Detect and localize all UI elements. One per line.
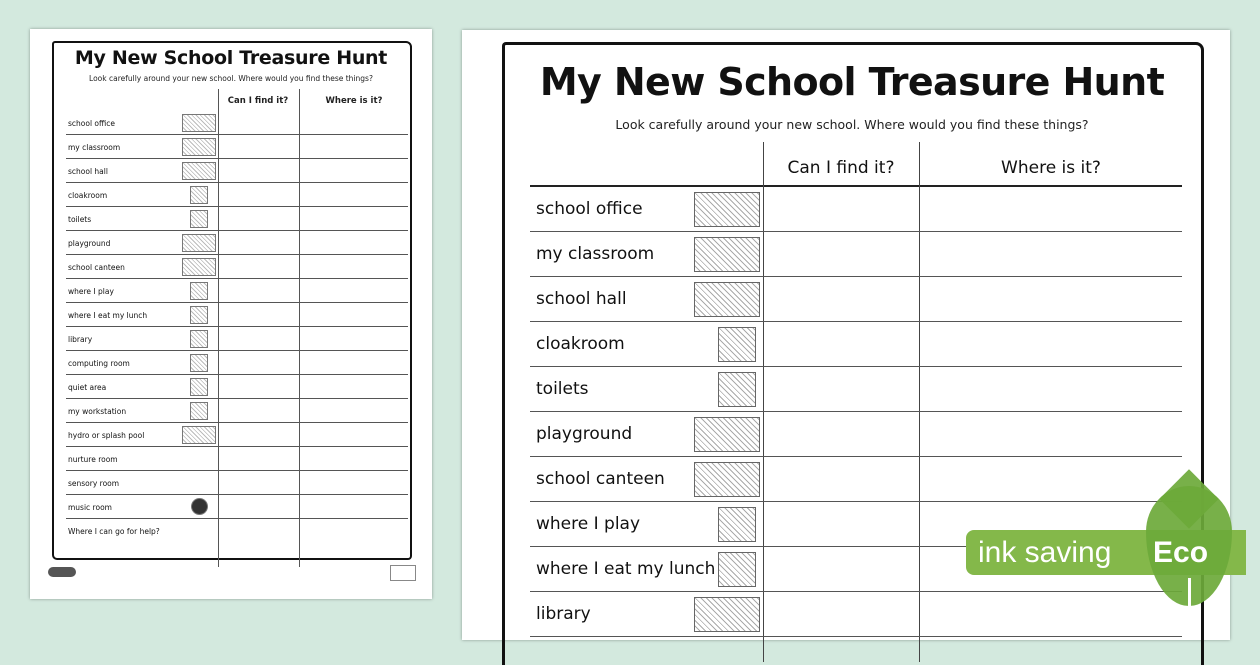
playground-picture — [182, 234, 216, 252]
eco-label: Eco — [1153, 536, 1209, 569]
row-label: sensory room — [68, 479, 120, 488]
row-label: music room — [68, 503, 112, 512]
row-label: school canteen — [68, 263, 125, 272]
row-label: where I eat my lunch — [68, 311, 148, 320]
worksheet-title: My New School Treasure Hunt — [74, 47, 388, 69]
row-label: where I play — [536, 514, 641, 534]
leaf-stem — [1188, 578, 1191, 630]
table-row — [66, 471, 408, 495]
table-row — [530, 187, 1182, 232]
row-label: toilets — [68, 215, 92, 224]
row-label: school office — [536, 199, 643, 219]
column-header-where: Where is it? — [325, 96, 383, 106]
row-label: my workstation — [68, 407, 127, 416]
table-row — [66, 159, 408, 183]
row-label: my classroom — [536, 244, 655, 264]
canteen-picture — [182, 258, 216, 276]
workstation-picture — [190, 402, 208, 420]
table-row — [66, 183, 408, 207]
ink-saving-badge — [966, 478, 1260, 630]
classroom-picture — [694, 237, 760, 272]
table-row — [66, 303, 408, 327]
row-label: library — [536, 604, 591, 624]
row-label: school hall — [68, 167, 108, 176]
worksheet-subtitle: Look carefully around your new school. Where would you find these things? — [615, 117, 1089, 132]
play-picture — [718, 507, 756, 542]
table-row — [66, 111, 408, 135]
hall-picture — [694, 282, 760, 317]
worksheet-thumbnail — [30, 29, 432, 599]
table-row — [66, 255, 408, 279]
row-label: my classroom — [68, 143, 121, 152]
table-row — [530, 412, 1182, 457]
office-picture — [694, 192, 760, 227]
table-row — [66, 351, 408, 375]
column-header-where: Where is it? — [1001, 158, 1101, 178]
play-picture — [190, 282, 208, 300]
row-label: quiet area — [68, 383, 107, 392]
row-label: school office — [68, 119, 116, 128]
row-label: Where I can go for help? — [68, 527, 160, 536]
worksheet-subtitle: Look carefully around your new school. Where would you find these things? — [89, 74, 373, 83]
row-label: school hall — [536, 289, 627, 309]
table-row — [66, 327, 408, 351]
classroom-picture — [182, 138, 216, 156]
row-label: playground — [68, 239, 111, 248]
row-label: library — [68, 335, 93, 344]
column-header-find: Can I find it? — [227, 96, 289, 106]
table-row — [66, 423, 408, 447]
item-list — [66, 111, 408, 553]
toilet-picture — [718, 372, 756, 407]
office-picture — [182, 114, 216, 132]
canteen-picture — [694, 462, 760, 497]
table-row — [66, 375, 408, 399]
headphones-icon — [191, 498, 208, 515]
worksheet-title: My New School Treasure Hunt — [539, 60, 1165, 104]
row-label: nurture room — [68, 455, 118, 464]
table-row — [530, 322, 1182, 367]
row-label: where I eat my lunch — [536, 559, 716, 579]
cloakroom-picture — [718, 327, 756, 362]
table-row — [66, 135, 408, 159]
table-row — [66, 207, 408, 231]
row-label: hydro or splash pool — [68, 431, 145, 440]
table-row — [530, 277, 1182, 322]
table-row — [66, 447, 408, 471]
lunch-picture — [718, 552, 756, 587]
row-label: toilets — [536, 379, 589, 399]
playground-picture — [694, 417, 760, 452]
library-picture — [694, 597, 760, 632]
table-row — [530, 232, 1182, 277]
row-label: cloakroom — [68, 191, 108, 200]
table-row — [66, 519, 408, 553]
badge-label: ink saving — [978, 536, 1112, 569]
lunch-picture — [190, 306, 208, 324]
hall-picture — [182, 162, 216, 180]
table-row — [66, 231, 408, 255]
brand-logo — [48, 567, 76, 577]
quiet-area-picture — [190, 378, 208, 396]
toilet-picture — [190, 210, 208, 228]
computer-picture — [190, 354, 208, 372]
row-label: playground — [536, 424, 633, 444]
table-row — [66, 399, 408, 423]
table-row — [66, 279, 408, 303]
column-header-find: Can I find it? — [787, 158, 895, 178]
cloakroom-picture — [190, 186, 208, 204]
table-row — [66, 495, 408, 519]
table-row — [530, 367, 1182, 412]
row-label: where I play — [68, 287, 114, 296]
pool-picture — [182, 426, 216, 444]
footer-logo — [390, 565, 416, 581]
row-label: cloakroom — [536, 334, 625, 354]
library-picture — [190, 330, 208, 348]
row-label: school canteen — [536, 469, 665, 489]
row-label: computing room — [68, 359, 130, 368]
